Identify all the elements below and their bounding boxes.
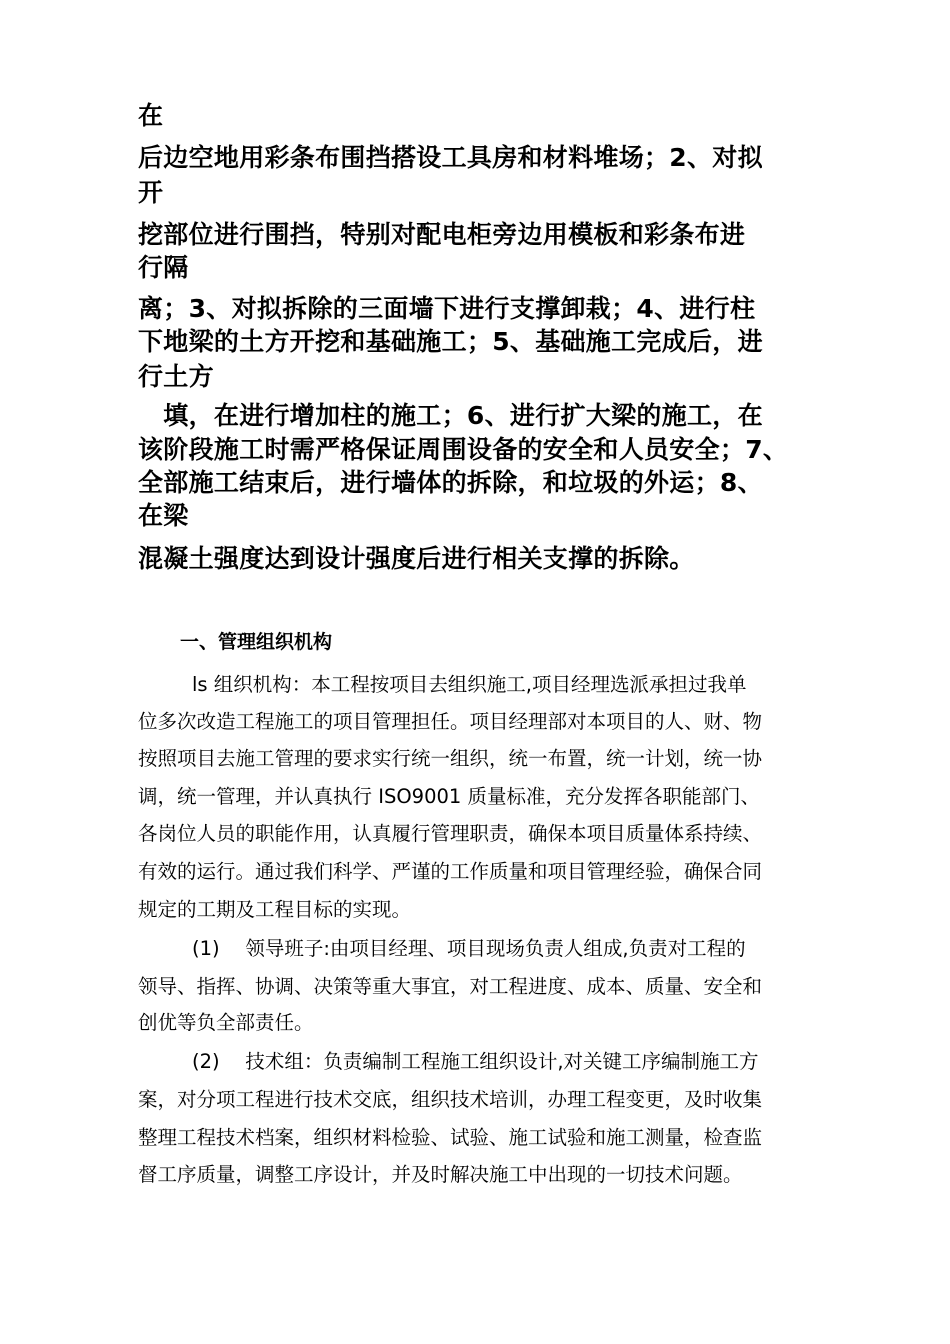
body-text-line: 各岗位人员的职能作用，认真履行管理职责，确保本项目质量体系持续、 [138,822,763,845]
body-text-line: 按照项目去施工管理的要求实行统一组织，统一布置，统一计划，统一协 [138,747,763,770]
body-text-line: 有效的运行。通过我们科学、严谨的工作质量和项目管理经验，确保合同 [138,860,763,883]
bold-text-line: 离；3、对拟拆除的三面墙下进行支撑卸栽；4、进行柱 [138,294,756,323]
bold-text-line: 行土方 [138,362,214,391]
body-text-line: 督工序质量，调整工序设计，并及时解决施工中出现的一切技术问题。 [138,1163,743,1186]
body-text-line: ls 组织机构：本工程按项目去组织施工,项目经理选派承担过我单 [192,673,747,696]
bold-text-line: 在 [138,101,164,130]
body-text-line: 规定的工期及工程目标的实现。 [138,898,412,921]
body-text-line: (1) 领导班子:由项目经理、项目现场负责人组成,负责对工程的 [192,937,746,960]
body-text-line: 创优等负全部责任。 [138,1011,314,1034]
body-text-line: 整理工程技术档案，组织材料检验、试验、施工试验和施工测量，检查监 [138,1126,763,1149]
bold-text-line: 填，在进行增加柱的施工；6、进行扩大梁的施工，在 [138,401,763,430]
bold-text-line: 在梁 [138,501,189,530]
body-text-line: 案，对分项工程进行技术交底，组织技术培训，办理工程变更，及时收集 [138,1088,763,1111]
bold-text-line: 该阶段施工时需严格保证周围设备的安全和人员安全；7、 [138,435,789,464]
bold-text-line: 混凝土强度达到设计强度后进行相关支撑的拆除。 [138,544,695,573]
bold-text-line: 行隔 [138,253,189,282]
body-text-line: (2) 技术组：负责编制工程施工组织设计,对关键工序编制施工方 [192,1050,759,1073]
body-text-line: 领导、指挥、协调、决策等重大事宜，对工程进度、成本、质量、安全和 [138,975,763,998]
section-heading: 一、管理组织机构 [180,631,333,653]
body-text-line: 位多次改造工程施工的项目管理担任。项目经理部对本项目的人、财、物 [138,710,763,733]
bold-text-line: 下地梁的土方开挖和基础施工；5、基础施工完成后，进 [138,327,763,356]
bold-text-line: 挖部位进行围挡，特别对配电柜旁边用模板和彩条布进 [138,220,746,249]
bold-text-line: 后边空地用彩条布围挡搭设工具房和材料堆场；2、对拟 [138,143,763,172]
bold-text-line: 开 [138,178,164,207]
body-text-line: 调，统一管理，并认真执行 ISO9001 质量标准，充分发挥各职能部门、 [138,785,761,808]
bold-text-line: 全部施工结束后，进行墙体的拆除，和垃圾的外运；8、 [138,468,763,497]
